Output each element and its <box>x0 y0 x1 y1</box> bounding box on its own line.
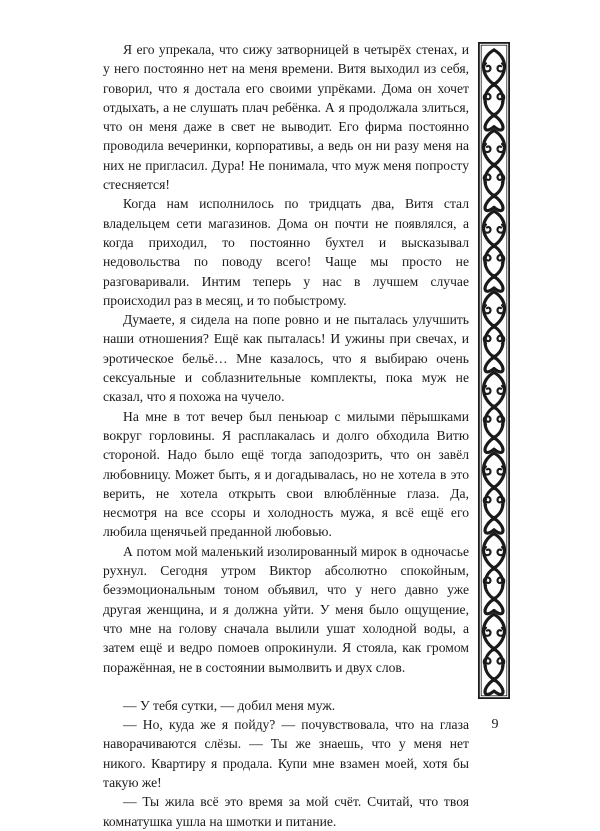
ornament-panel <box>484 211 505 291</box>
dialogue-line: — Ты жила всё это время за мой счёт. Считай, что твоя комнатушка ушла на шмотки и питание. <box>103 794 469 829</box>
ornament-panel <box>484 292 505 372</box>
paragraph: Когда нам исполнилось по тридцать два, Витя стал владельцем сети магазинов. Дома он почти не появлялся, а когда приходил, то постоянно бухтел и высказывал недовольства по поводу всего! Чаще мы просто не разговаривали. Интим теперь у нас в лучшем случае происходил раз в месяц, и то побыстрому. <box>103 196 469 308</box>
ornament-panel <box>484 372 505 452</box>
paragraph: На мне в тот вечер был пеньюар с милыми пёрышками вокруг горловины. Я расплакалась и долго обходила Витю стороной. Надо было ещё тогда заподозрить, что он завёл любовницу. Может быть, я и догадывалась, но не хотела в это верить, не хотела открыть свои влюблённые глаза. Да, несмотря на все ссоры и холодность мужа, я всё ещё его любила щенячьей преданной любовью. <box>103 408 469 540</box>
dialogue-line: — У тебя сутки, — добил меня муж. <box>123 697 336 713</box>
ornament-panel <box>484 50 505 130</box>
page-number: 9 <box>491 717 499 732</box>
body-text <box>103 40 469 831</box>
ornament-panel <box>484 453 505 533</box>
ornament-panel <box>484 614 505 694</box>
scroll-vine-border-icon <box>478 42 510 699</box>
section-gap <box>103 677 469 696</box>
dialogue-line: — Но, куда же я пойду? — почувствовала, что на глаза наворачиваются слёзы. — Ты же знаешь, что у меня нет никого. Квартиру я продала. Купи мне взамен моей, хотя бы такую же! <box>103 717 469 790</box>
ornament-panel <box>484 534 505 614</box>
ornament-panel <box>484 131 505 211</box>
paragraph: Я его упрекала, что сижу затворницей в четырёх стенах, и у него постоянно нет на меня времени. Витя выходил из себя, говорил, что я достала его своими упрёками. Дома он хочет отдыхать, а не слушать плач ребёнка. А я продолжала злиться, что он меня даже в свет не выводит. Его фирма постоянно проводила вечеринки, корпоративы, а ведь он ни разу меня на них не пригласил. Дура! Не понимала, что муж меня попросту стесняется! <box>103 42 469 193</box>
paragraph: А потом мой маленький изолированный мирок в одночасье рухнул. Сегодня утром Виктор абсолютно спокойным, безэмоциональным тоном объявил, что у него давно уже другая женщина, и я должна уйти. У меня было ощущение, что мне на голову сначала вылили ушат холодной воды, а затем ещё и ведро помоев опрокинули. Я стояла, как громом поражённая, не в состоянии вымолвить и двух слов. <box>103 543 469 675</box>
paragraph: Думаете, я сидела на попе ровно и не пыталась улучшить наши отношения? Ещё как пыталась! И ужины при свечах, и эротическое бельё… Мне казалось, что я выбираю очень сексуальные и соблазнительные комплекты, пока муж не сказал, что я похожа на чучело. <box>103 312 469 405</box>
